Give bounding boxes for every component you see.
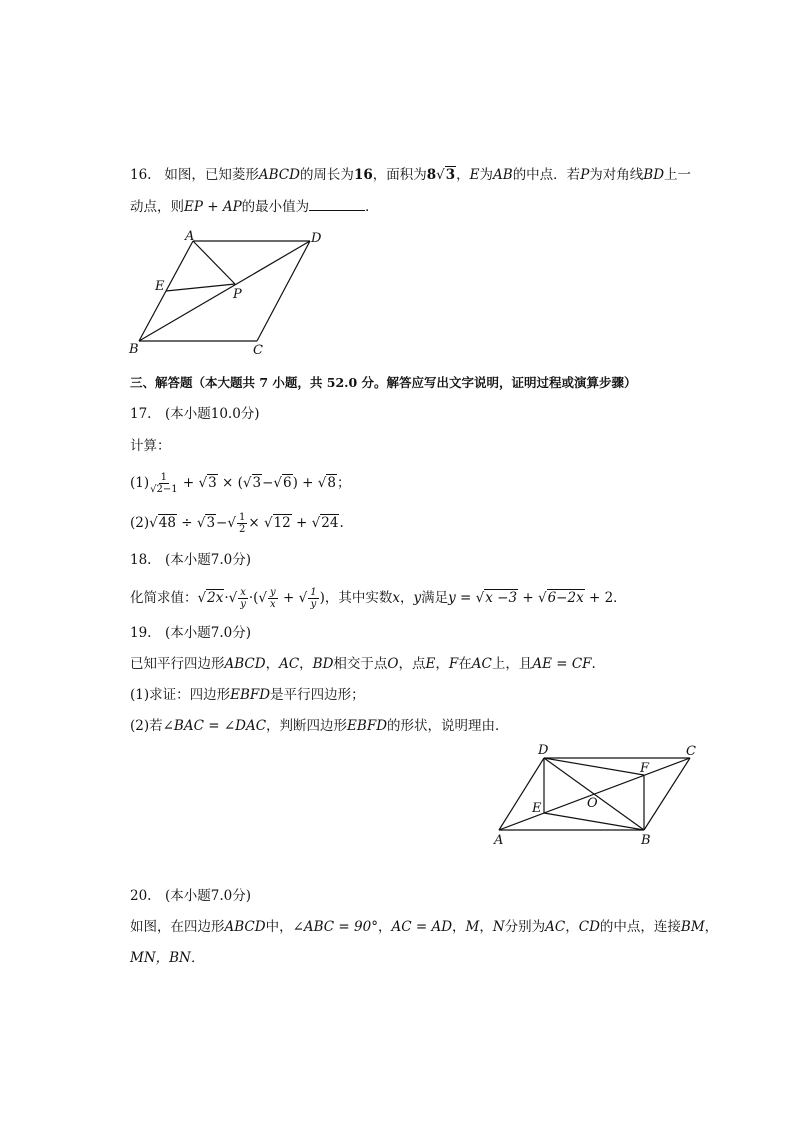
radicand: x −3: [485, 590, 518, 606]
label-F: F: [640, 761, 650, 776]
denominator: √2−1: [150, 484, 178, 495]
q19-text: ，判断四边形: [266, 718, 348, 734]
math-n: N: [492, 919, 505, 935]
q20-text: 如图，在四边形: [130, 919, 225, 935]
sqrt-24: √24: [311, 515, 339, 531]
q18-text: + 2．: [584, 590, 627, 606]
radicand: 2x: [207, 590, 224, 606]
sqrt-3: √3: [242, 475, 262, 491]
q19-line1: [130, 655, 596, 673]
operator: +: [278, 590, 299, 606]
operator: ·(: [248, 590, 259, 606]
radicand: 3: [445, 167, 456, 183]
math-cd: CD: [578, 919, 600, 935]
denominator: 2: [238, 524, 246, 535]
sqrt-48: √48: [149, 515, 176, 531]
operator: ÷: [176, 515, 197, 531]
q20-text: ，: [377, 919, 392, 935]
math-x: x: [392, 590, 400, 606]
math-ebfd: EBFD: [347, 718, 388, 734]
fraction: [308, 587, 318, 610]
part-label: (2): [130, 515, 150, 531]
math-bd: BD: [312, 656, 334, 672]
label-B: B: [641, 833, 651, 848]
numerator: 1: [160, 472, 168, 483]
section-3-heading: 三、解答题（本大题共 7 小题，共 52.0 分。解答应写出文字说明，证明过程或演算步骤）: [130, 375, 637, 390]
q19-text: ，: [265, 656, 280, 672]
radicand: 12: [273, 515, 291, 531]
operator: −: [216, 515, 228, 531]
rhombus-figure: [125, 228, 335, 363]
denominator: y: [240, 599, 246, 610]
q16-text: 为: [479, 167, 494, 183]
label-E: E: [532, 801, 542, 816]
q18-text: 化简求值：: [130, 590, 198, 606]
sqrt-1-over-y: √ $\frac{1}{y}$: [298, 587, 317, 610]
sqrt-6: √6: [273, 475, 292, 491]
math-o: O: [387, 656, 399, 672]
math-eq: AE = CF: [532, 656, 592, 672]
math-e: E: [425, 656, 436, 672]
q17-intro: 计算：: [130, 438, 171, 454]
label-A: A: [185, 229, 195, 244]
q19-part2: [130, 717, 509, 735]
numerator: x: [240, 587, 246, 598]
q18-text: )，其中实数: [319, 590, 393, 606]
label-P: P: [233, 287, 242, 302]
q20-line1: [130, 918, 718, 936]
math-angle: ∠ABC = 90°: [292, 919, 378, 935]
sqrt-3: √3: [196, 515, 216, 531]
q19-text: 相交于点: [333, 656, 388, 672]
sqrt-3: √3: [436, 167, 456, 183]
math-eq: AC = AD: [391, 919, 453, 935]
q20-text: 中，: [265, 919, 293, 935]
q19-part1: [130, 686, 365, 704]
label-C: C: [253, 343, 263, 358]
q16-line2: [130, 198, 379, 216]
q18-text: ，: [399, 590, 414, 606]
perimeter-value: 16: [353, 167, 373, 183]
label-B: B: [129, 342, 139, 357]
numerator: 1: [310, 587, 317, 598]
radicand: 6−2x: [547, 590, 584, 606]
q16-text: 的中点．若: [512, 167, 581, 183]
math-bd: BD: [643, 167, 665, 183]
operator: +: [178, 475, 199, 491]
q17-header: 17. (本小题10.0分): [130, 406, 260, 422]
radicand: 48: [158, 515, 176, 531]
sqrt-y-over-x: √ $\frac{y}{x}$: [258, 587, 276, 610]
fraction: [150, 472, 177, 495]
q17-part1: [130, 472, 350, 495]
fraction: [238, 587, 248, 610]
operator: ×: [248, 515, 264, 531]
q20-line2: MN，BN．: [130, 950, 205, 966]
denominator: x: [270, 599, 276, 610]
numerator: 1: [238, 512, 246, 523]
label-A: A: [494, 833, 504, 848]
operator: × (: [217, 475, 243, 491]
q16-text: 为对角线: [589, 167, 644, 183]
math-angles: ∠BAC = ∠DAC: [162, 718, 267, 734]
math-ac: AC: [545, 919, 566, 935]
operator: +: [291, 515, 312, 531]
label-D: D: [311, 231, 322, 246]
q19-header: 19. (本小题7.0分): [130, 625, 251, 641]
math-e: E: [469, 167, 480, 183]
label-E: E: [155, 279, 165, 294]
q16-text: ，面积为: [372, 167, 427, 183]
q20-text: ，: [565, 919, 579, 935]
math-expr: EP + AP: [184, 199, 242, 215]
label-C: C: [686, 744, 696, 759]
q19-text: ，: [299, 656, 313, 672]
math-f: F: [448, 656, 459, 672]
sqrt-8: √8: [317, 475, 336, 491]
q19-text: 的形状，说明理由．: [387, 718, 509, 734]
radicand: 3: [206, 515, 216, 531]
math-abcd: ABCD: [224, 656, 266, 672]
q19-text: (2)若: [130, 718, 163, 734]
math-ebfd: EBFD: [230, 687, 271, 703]
q16-text: 动点，则: [130, 199, 184, 215]
q19-text: 上，且: [491, 656, 533, 672]
part-label: (1): [130, 475, 150, 491]
sqrt-6-2x: √6−2x: [537, 590, 584, 606]
q16-number: 16.: [130, 167, 152, 183]
q16-text: 的最小值为: [241, 199, 310, 215]
punct: ；: [336, 475, 351, 491]
q16-text: ，: [456, 167, 470, 183]
q18-header: 18. (本小题7.0分): [130, 552, 251, 568]
radicand: 24: [321, 515, 339, 531]
q19-text: (1)求证：四边形: [130, 687, 231, 703]
math-bm: BM: [680, 919, 705, 935]
operator: ) +: [292, 475, 318, 491]
radicand: 6: [283, 475, 292, 491]
q18-body: [130, 587, 627, 610]
q20-text: 的中点，连接: [599, 919, 681, 935]
fraction: [268, 587, 278, 610]
q20-text: ，: [704, 919, 719, 935]
math-ac: AC: [471, 656, 492, 672]
math-abcd: ABCD: [224, 919, 266, 935]
math-y: y: [413, 590, 422, 606]
punct: .: [339, 515, 344, 531]
sqrt-x-over-y: √ $\frac{x}{y}$: [228, 587, 246, 610]
q19-text: .: [591, 656, 596, 672]
q18-text: 满足: [421, 590, 449, 606]
q16-line1: [130, 166, 691, 184]
q20-text: ，: [452, 919, 466, 935]
math-m: M: [465, 919, 480, 935]
answer-blank: [309, 198, 365, 211]
fraction: [237, 512, 247, 535]
math-abcd: ABCD: [258, 167, 300, 183]
math-ab: AB: [493, 167, 513, 183]
q19-text: 已知平行四边形: [130, 656, 225, 672]
math-eq: y =: [448, 590, 476, 606]
denominator: y: [310, 599, 317, 610]
operator: +: [518, 590, 538, 606]
radicand: 8: [327, 475, 336, 491]
math-ac: AC: [279, 656, 300, 672]
operator: −: [262, 475, 274, 491]
numerator: y: [270, 587, 276, 598]
q19-text: ，点: [398, 656, 426, 672]
area-coef: 8: [426, 167, 437, 183]
label-O: O: [587, 796, 598, 811]
q19-text: ，: [435, 656, 449, 672]
radicand: 3: [208, 475, 217, 491]
q20-text: ，: [479, 919, 493, 935]
sqrt-x-3: √x −3: [475, 590, 518, 606]
q17-part2: [130, 512, 344, 535]
operator: ·: [224, 590, 229, 606]
sqrt-2x: √2x: [197, 590, 224, 606]
sqrt-3: √3: [198, 475, 217, 491]
label-D: D: [538, 743, 549, 758]
q16-text: ．: [365, 199, 379, 215]
q16-text: 如图，已知菱形: [164, 167, 259, 183]
q20-header: 20. (本小题7.0分): [130, 888, 251, 904]
q19-text: 是平行四边形；: [270, 687, 365, 703]
math-p: P: [580, 167, 590, 183]
q19-text: 在: [458, 656, 472, 672]
parallelogram-figure: [488, 740, 703, 852]
q16-text: 的周长为: [299, 167, 354, 183]
q16-text: 上一: [664, 167, 692, 183]
q20-text: 分别为: [504, 919, 546, 935]
radicand: 3: [252, 475, 262, 491]
sqrt-12: √12: [263, 515, 291, 531]
sqrt-half: √ $\frac{1}{2}$: [227, 512, 246, 535]
